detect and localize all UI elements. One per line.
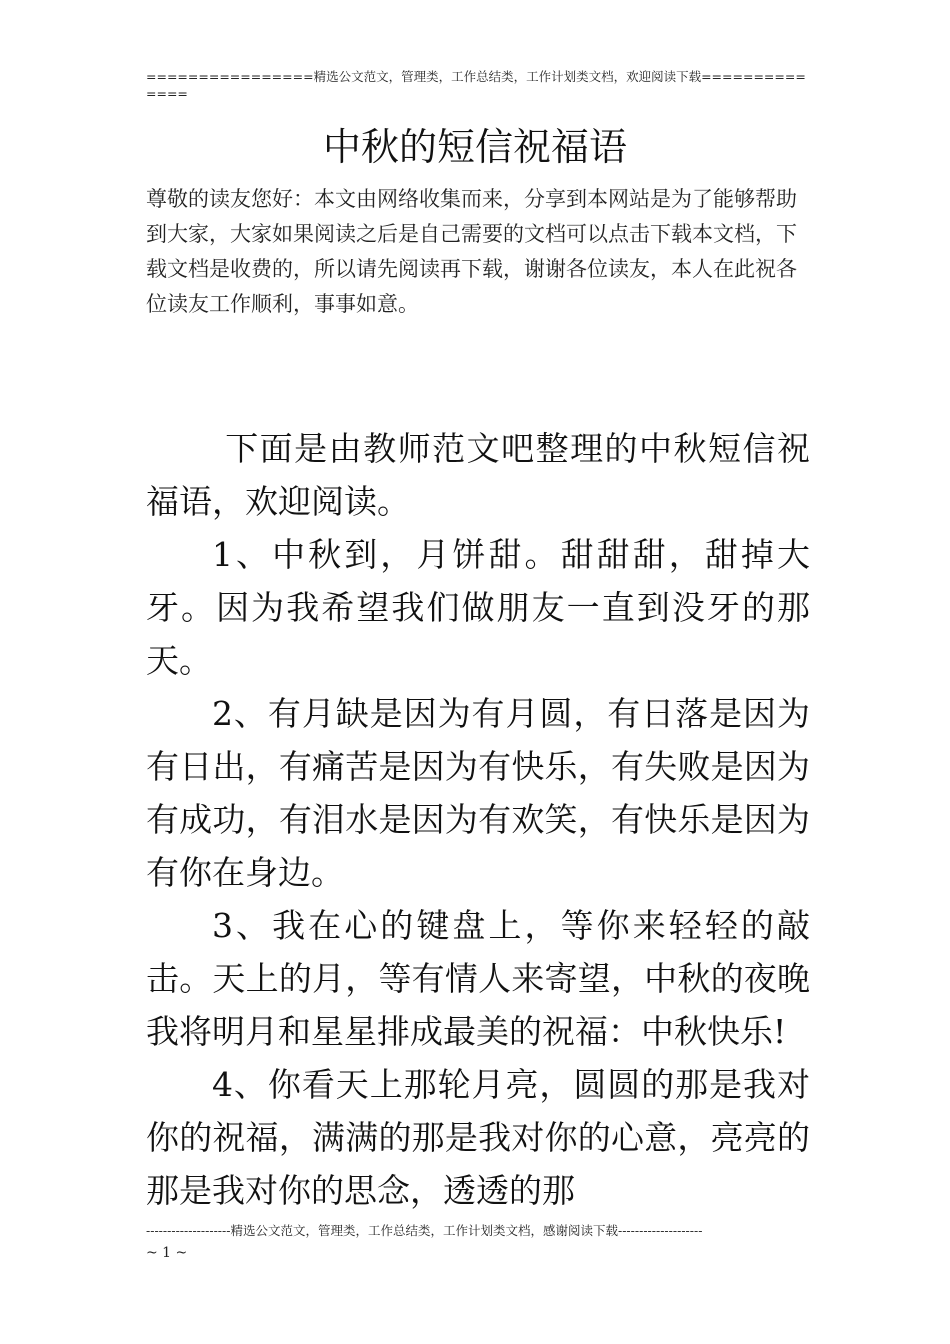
wish-paragraph-2: 2、有月缺是因为有月圆，有日落是因为有日出，有痛苦是因为有快乐，有失败是因为有成功，有泪水是因为有欢笑，有快乐是因为有你在身边。	[146, 694, 810, 892]
reader-notice: 尊敬的读友您好：本文由网络收集而来，分享到本网站是为了能够帮助到大家，大家如果阅读之后是自己需要的文档可以点击下载本文档，下载文档是收费的，所以请先阅读再下载，谢谢各位读友，本人在此祝各位读友工作顺利，事事如意。	[146, 187, 797, 316]
wish-paragraph-1: 1、中秋到，月饼甜。甜甜甜，甜掉大牙。因为我希望我们做朋友一直到没牙的那天。	[146, 535, 810, 680]
page-header: ================精选公文范文，管理类，工作总结类，工作计划类文档，欢迎阅读下载==============	[146, 69, 806, 101]
page-footer: --------------------精选公文范文，管理类，工作总结类，工作计划类文档，感谢阅读下载--------------------	[146, 1223, 703, 1238]
wish-paragraph-4: 4、你看天上那轮月亮，圆圆的那是我对你的祝福，满满的那是我对你的心意，亮亮的那是我对你的思念，透透的那	[146, 1065, 810, 1210]
document-body	[146, 422, 810, 1217]
intro-paragraph: 下面是由教师范文吧整理的中秋短信祝福语，欢迎阅读。	[146, 429, 810, 521]
document-title: 中秋的短信祝福语	[322, 125, 627, 169]
page-number: ~ 1 ~	[146, 1245, 188, 1261]
wish-paragraph-3: 3、我在心的键盘上，等你来轻轻的敲击。天上的月，等有情人来寄望，中秋的夜晚我将明月和星星排成最美的祝福：中秋快乐!	[146, 906, 810, 1051]
